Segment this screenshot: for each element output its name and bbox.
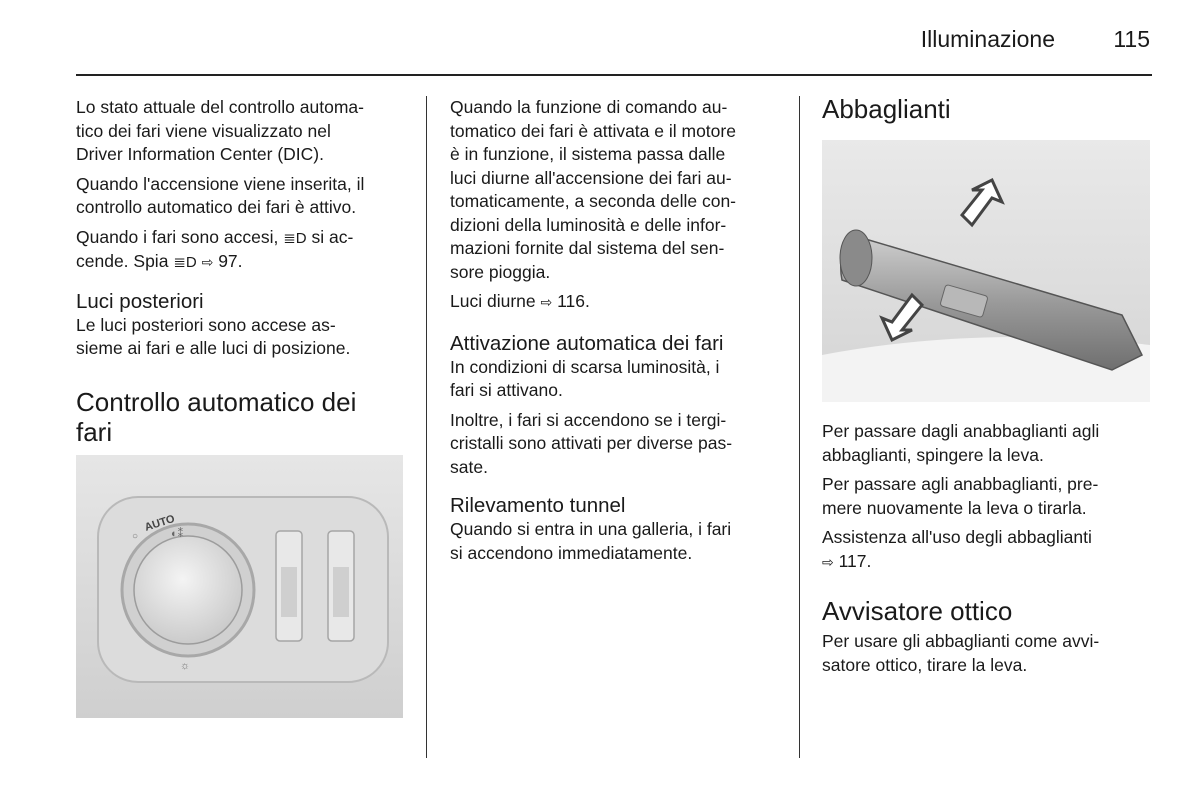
heading-abbaglianti: Abbaglianti	[822, 94, 951, 124]
text-line: Quando l'accensione viene inserita, il	[76, 173, 365, 194]
text-line: tomatico dei fari è attivata e il motore	[450, 120, 736, 141]
text-segment: cende. Spia	[76, 251, 169, 271]
column-3-text	[822, 420, 1152, 677]
paragraph-flash	[822, 630, 1152, 677]
dimmer-thumb-right	[333, 567, 349, 617]
text-line: Driver Information Center (DIC).	[76, 144, 324, 164]
page-reference: 97.	[218, 251, 243, 271]
page-reference: 116.	[557, 291, 590, 311]
paragraph-switch-to-high-beam	[822, 420, 1152, 467]
text-line: dizioni della luminosità e delle infor-	[450, 214, 727, 235]
paragraph-auto-switch	[450, 96, 785, 284]
text-line: è in funzione, il sistema passa dalle	[450, 144, 726, 164]
text-line: abbaglianti, spingere la leva.	[822, 444, 1044, 465]
text-line: Inoltre, i fari si accendono se i tergi-	[450, 409, 727, 430]
heading-luci-posteriori: Luci posteriori	[76, 289, 204, 313]
text-line: Per usare gli abbaglianti come avvi-	[822, 631, 1100, 651]
text-line: tomaticamente, a seconda delle con-	[450, 191, 736, 211]
paragraph-low-light	[450, 356, 785, 403]
off-position-icon: ○	[132, 531, 139, 542]
text-segment: Quando i fari sono accesi,	[76, 226, 279, 247]
heading-controllo-automatico	[76, 387, 411, 447]
page-reference: 117.	[838, 550, 872, 571]
header-rule	[76, 74, 1152, 76]
column-divider-1	[426, 96, 427, 758]
fog-lamp-icon: ◐⁑	[171, 528, 184, 540]
text-line: fari si attivano.	[450, 380, 563, 400]
text-line: Per passare agli anabbaglianti, pre-	[822, 474, 1099, 494]
paragraph-high-beam-assist	[822, 526, 1152, 574]
text-line: sate.	[450, 456, 488, 477]
paragraph-headlights-on	[76, 226, 411, 275]
text-line: Per passare dagli anabbaglianti agli	[822, 421, 1100, 441]
heading-attivazione: Attivazione automatica dei fari	[450, 331, 724, 355]
column-1	[76, 96, 411, 447]
column-3	[822, 94, 1152, 124]
text-line: satore ottico, tirare la leva.	[822, 654, 1028, 675]
high-beam-lever-figure	[822, 140, 1150, 402]
paragraph-rear-lights	[76, 314, 411, 361]
paragraph-wipers	[450, 409, 785, 480]
text-line: Le luci posteriori sono accese as-	[76, 314, 336, 335]
text-line: In condizioni di scarsa luminosità, i	[450, 356, 720, 377]
text-segment: si ac-	[311, 226, 354, 247]
paragraph-tunnel	[450, 518, 785, 565]
headlamp-indicator-icon: ≣D	[173, 254, 197, 271]
rotary-knob	[134, 536, 242, 644]
page-section-title: Illuminazione	[920, 26, 1055, 52]
dimmer-thumb-left	[281, 567, 297, 617]
text-line: tico dei fari viene visualizzato nel	[76, 120, 331, 141]
paragraph-switch-to-low-beam	[822, 473, 1152, 520]
paragraph-dic-status	[76, 96, 411, 167]
column-divider-2	[799, 96, 800, 758]
text-line: Quando la funzione di comando au-	[450, 97, 728, 117]
heading-line: fari	[76, 416, 113, 447]
text-line: luci diurne all'accensione dei fari au-	[450, 167, 732, 188]
page-number: 115	[1113, 26, 1150, 52]
text-line: mere nuovamente la leva o tirarla.	[822, 497, 1087, 518]
lever-tip	[840, 230, 872, 286]
heading-avvisatore-ottico: Avvisatore ottico	[822, 596, 1013, 626]
paragraph-daytime-lights	[450, 290, 785, 315]
auto-label: AUTO	[143, 512, 177, 534]
text-line: sieme ai fari e alle luci di posizione.	[76, 338, 351, 358]
panel-light-icon: ☼	[180, 660, 191, 672]
text-segment: Luci diurne	[450, 291, 536, 311]
text-line: cristalli sono attivati per diverse pas-	[450, 433, 733, 453]
light-switch-figure	[76, 455, 403, 718]
text-line: controllo automatico dei fari è attivo.	[76, 197, 357, 217]
text-line: mazioni fornite dal sistema del sen-	[450, 238, 725, 258]
heading-rilevamento-tunnel: Rilevamento tunnel	[450, 494, 626, 517]
text-line: Lo stato attuale del controllo automa-	[76, 97, 364, 117]
text-line: Quando si entra in una galleria, i fari	[450, 519, 732, 539]
text-line: si accendono immediatamente.	[450, 542, 693, 563]
reference-arrow-icon: ⇨	[201, 254, 214, 270]
reference-arrow-icon: ⇨	[822, 553, 834, 570]
text-line: Assistenza all'uso degli abbaglianti	[822, 527, 1092, 547]
text-line: sore pioggia.	[450, 261, 551, 282]
reference-arrow-icon: ⇨	[540, 294, 553, 310]
headlamp-indicator-icon: ≣D	[283, 229, 307, 247]
column-2	[450, 96, 785, 565]
paragraph-ignition	[76, 173, 411, 220]
heading-line: Controllo automatico dei	[76, 386, 357, 417]
